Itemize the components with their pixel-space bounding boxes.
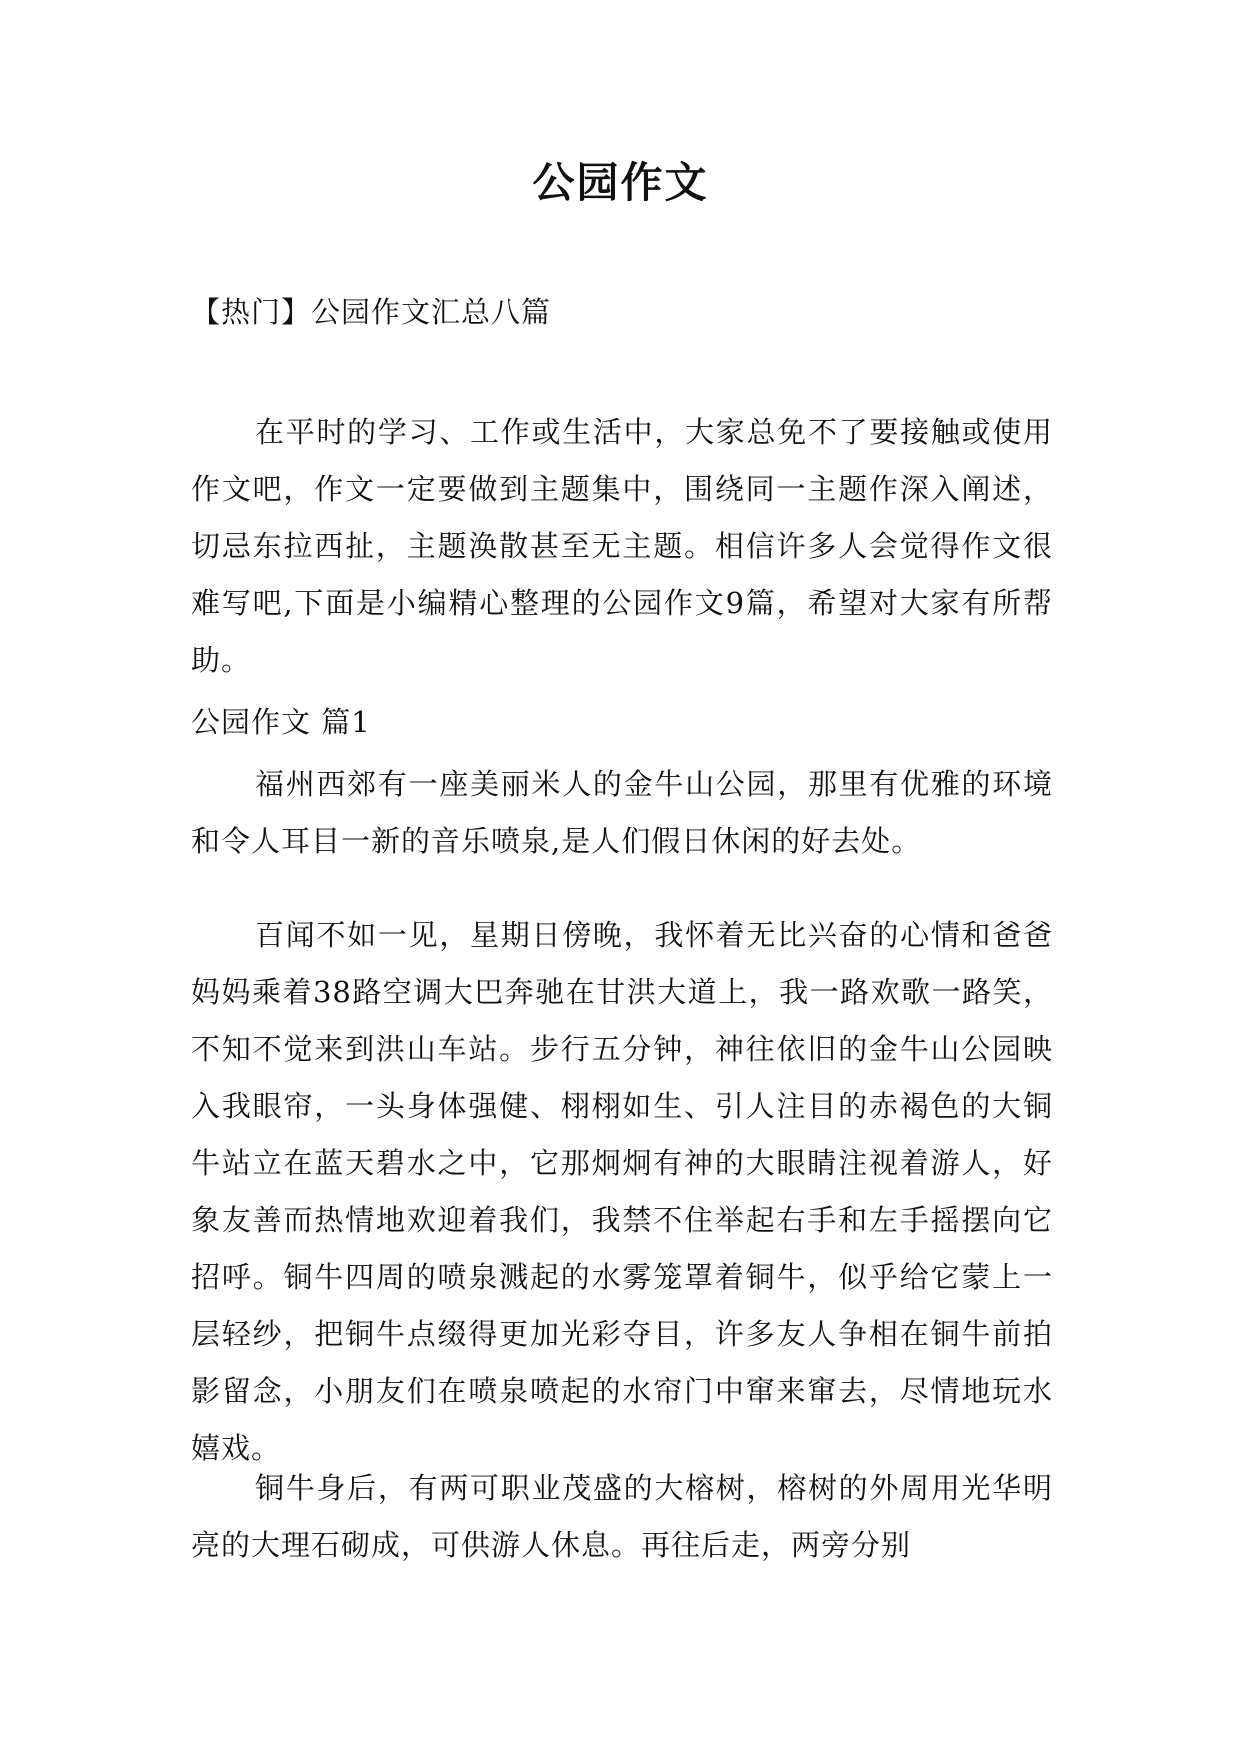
section-heading: 公园作文 篇1 [191, 705, 371, 739]
page-title: 公园作文 [532, 158, 709, 207]
intro-paragraph: 在平时的学习、工作或生活中，大家总免不了要接触或使用作文吧，作文一定要做到主题集中，围绕同一主题作深入阐述，切忌东拉西扯，主题涣散甚至无主题。相信许多人会觉得作文很难写吧,下面是小编精心整理的公园作文9篇，希望对大家有所帮助。 [191, 415, 1053, 677]
body-paragraph: 铜牛身后，有两可职业茂盛的大榕树，榕树的外周用光华明亮的大理石砌成，可供游人休息。再往后走，两旁分别 [191, 1471, 1053, 1562]
document-subtitle: 【热门】公园作文汇总八篇 [191, 295, 552, 329]
body-paragraph: 福州西郊有一座美丽米人的金牛山公园，那里有优雅的环境和令人耳目一新的音乐喷泉,是人们假日休闲的好去处。 [191, 767, 1053, 858]
body-paragraph: 百闻不如一见，星期日傍晚，我怀着无比兴奋的心情和爸爸妈妈乘着38路空调大巴奔驰在甘洪大道上，我一路欢歌一路笑，不知不觉来到洪山车站。步行五分钟，神往依旧的金牛山公园映入我眼帘，一头身体强健、栩栩如生、引人注目的赤褐色的大铜牛站立在蓝天碧水之中，它那炯炯有神的大眼睛注视着游人，好象友善而热情地欢迎着我们，我禁不住举起右手和左手摇摆向它招呼。铜牛四周的喷泉溅起的水雾笼罩着铜牛，似乎给它蒙上一层轻纱，把铜牛点缀得更加光彩夺目，许多友人争相在铜牛前拍影留念，小朋友们在喷泉喷起的水帘门中窜来窜去，尽情地玩水嬉戏。 [191, 918, 1053, 1465]
